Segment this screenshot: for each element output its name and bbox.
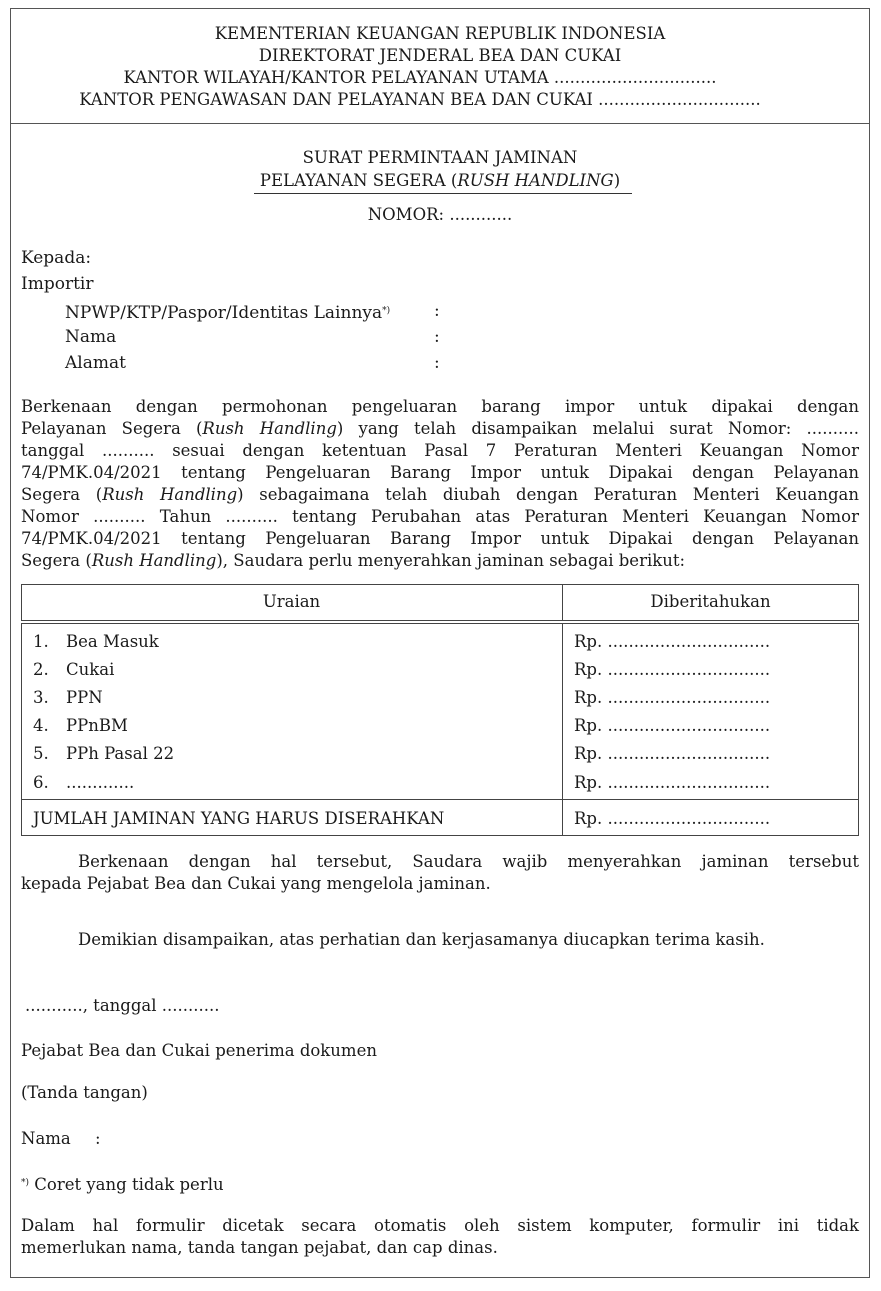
row-value: Rp. ............................... <box>574 744 771 763</box>
alamat-label: Alamat <box>65 353 126 373</box>
regional-office: KANTOR WILAYAH/KANTOR PELAYANAN UTAMA ............................... <box>123 68 717 87</box>
row-no: 3. <box>33 688 49 707</box>
row-no: 5. <box>33 744 49 763</box>
table-body-divider <box>562 623 563 836</box>
alamat-colon: : <box>434 353 440 373</box>
row-value: Rp. ............................... <box>574 688 771 707</box>
name-label: Nama <box>21 1129 71 1148</box>
letterhead <box>11 9 869 124</box>
closing-line2: memerlukan nama, tanda tangan pejabat, dan cap dinas. <box>21 1238 498 1257</box>
service-office: KANTOR PENGAWASAN DAN PELAYANAN BEA DAN CUKAI ............................... <box>79 90 761 109</box>
total-label: JUMLAH JAMINAN YANG HARUS DISERAHKAN <box>33 809 445 828</box>
row-value: Rp. ............................... <box>574 773 771 792</box>
row-value: Rp. ............................... <box>574 632 771 651</box>
directorate-name: DIREKTORAT JENDERAL BEA DAN CUKAI <box>258 46 622 65</box>
name-colon: : <box>95 1129 101 1148</box>
row-item-cukai: Cukai <box>66 660 115 679</box>
signature-placeholder: (Tanda tangan) <box>21 1083 148 1102</box>
table-total-divider <box>21 799 859 800</box>
place-date: ..........., tanggal ........... <box>25 996 220 1015</box>
paragraph2-line1: Berkenaan dengan hal tersebut, Saudara wajib menyerahkan jaminan tersebut <box>78 852 859 871</box>
total-value: Rp. ............................... <box>574 809 771 828</box>
row-no: 4. <box>33 716 49 735</box>
paragraph1-line3: tanggal .......... sesuai dengan ketentuan Pasal 7 Peraturan Menteri Keuangan Nomor <box>21 441 859 460</box>
ministry-name: KEMENTERIAN KEUANGAN REPUBLIK INDONESIA <box>214 24 666 43</box>
row-value: Rp. ............................... <box>574 660 771 679</box>
paragraph1-line2: Pelayanan Segera (Rush Handling) yang telah disampaikan melalui surat Nomor: .......... <box>21 419 859 438</box>
paragraph1-line6: Nomor .......... Tahun .......... tentang Perubahan atas Peraturan Menteri Keuangan Nomor <box>21 507 859 526</box>
paragraph3: Demikian disampaikan, atas perhatian dan kerjasamanya diucapkan terima kasih. <box>78 930 765 949</box>
nama-colon: : <box>434 327 440 347</box>
row-value: Rp. ............................... <box>574 716 771 735</box>
document-title: SURAT PERMINTAAN JAMINAN <box>302 148 578 167</box>
paragraph1-line5: Segera (Rush Handling) sebagaimana telah diubah dengan Peraturan Menteri Keuangan <box>21 485 859 504</box>
row-item-other: ............. <box>66 773 135 792</box>
row-item-pph: PPh Pasal 22 <box>66 744 175 763</box>
form-frame <box>10 8 870 1278</box>
closing-line1: Dalam hal formulir dicetak secara otomatis oleh sistem komputer, formulir ini tidak <box>21 1216 859 1235</box>
row-no: 6. <box>33 773 49 792</box>
row-no: 2. <box>33 660 49 679</box>
row-item-ppn: PPN <box>66 688 103 707</box>
paragraph1-line4: 74/PMK.04/2021 tentang Pengeluaran Barang Impor untuk Dipakai dengan Pelayanan <box>21 463 859 482</box>
title-underline <box>254 193 632 194</box>
paragraph2-line2: kepada Pejabat Bea dan Cukai yang mengelola jaminan. <box>21 874 491 893</box>
npwp-label: NPWP/KTP/Paspor/Identitas Lainnya*) <box>65 303 391 323</box>
nama-label: Nama <box>65 327 117 347</box>
header-uraian: Uraian <box>262 592 321 611</box>
header-diberitahukan: Diberitahukan <box>650 592 771 611</box>
row-item-ppnbm: PPnBM <box>66 716 128 735</box>
paragraph1-line7: 74/PMK.04/2021 tentang Pengeluaran Barang Impor untuk Dipakai dengan Pelayanan <box>21 529 859 548</box>
officer-title: Pejabat Bea dan Cukai penerima dokumen <box>21 1041 377 1060</box>
paragraph1-line8: Segera (Rush Handling), Saudara perlu menyerahkan jaminan sebagai berikut: <box>21 551 686 570</box>
document-number: NOMOR: ............ <box>367 205 513 224</box>
row-item-bea-masuk: Bea Masuk <box>66 632 159 651</box>
kepada-label: Kepada: <box>21 248 92 268</box>
npwp-colon: : <box>434 301 440 321</box>
importir-label: Importir <box>21 274 94 294</box>
footnote: *) Coret yang tidak perlu <box>21 1175 224 1194</box>
paragraph1-line1: Berkenaan dengan permohonan pengeluaran barang impor untuk dipakai dengan <box>21 397 859 416</box>
document-subtitle: PELAYANAN SEGERA (RUSH HANDLING) <box>259 171 621 190</box>
row-no: 1. <box>33 632 49 651</box>
